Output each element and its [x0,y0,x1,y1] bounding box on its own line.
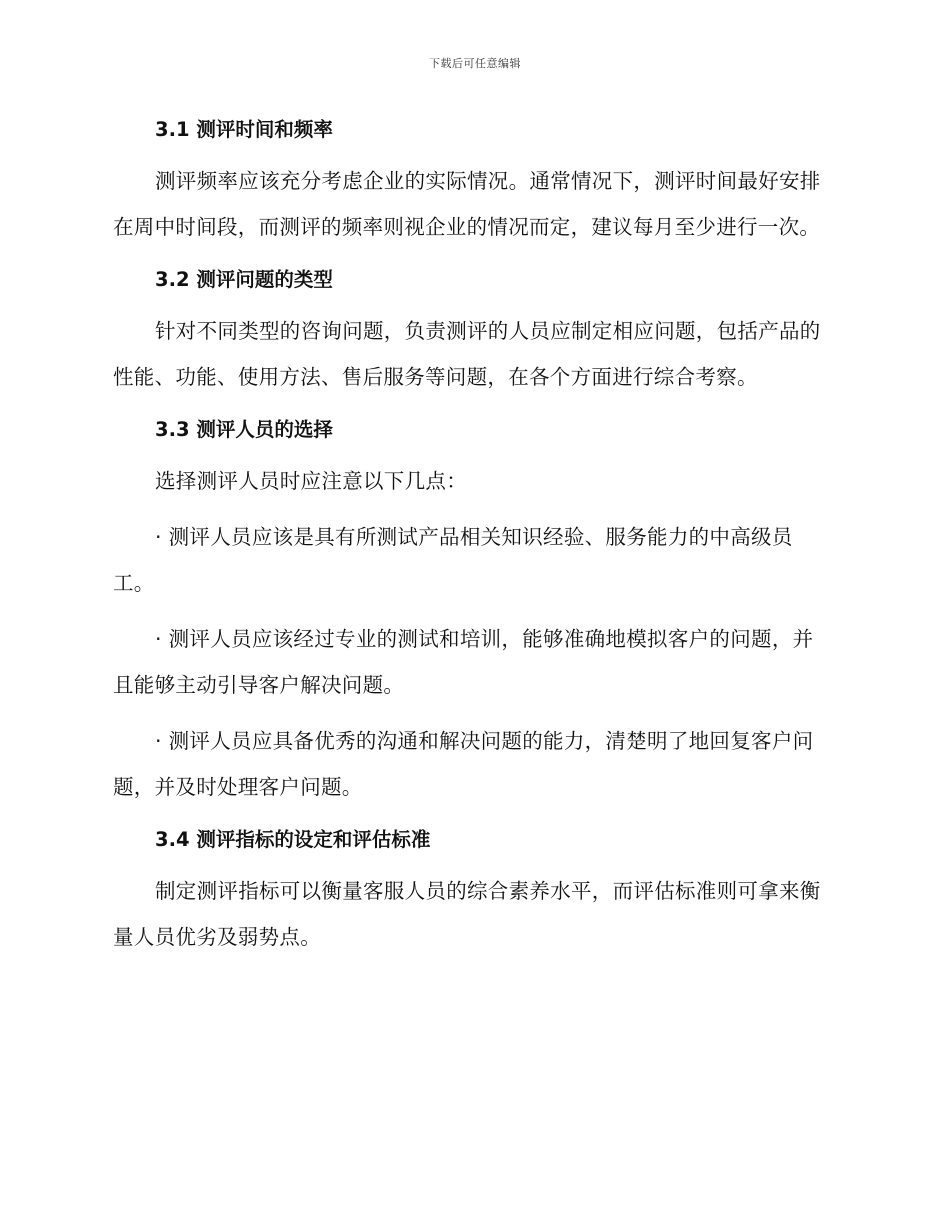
section-3-2-paragraph: 针对不同类型的咨询问题，负责测评的人员应制定相应问题，包括产品的性能、功能、使用方法、售后服务等问题，在各个方面进行综合考察。 [113,319,821,389]
section-3-3-bullet-1: · 测评人员应该是具有所测试产品相关知识经验、服务能力的中高级员工。 [113,525,793,595]
document-body [113,108,833,960]
section-3-3-bullet-3: · 测评人员应具备优秀的沟通和解决问题的能力，清楚明了地回复客户问题，并及时处理客户问题。 [113,729,814,799]
section-3-3-intro: 选择测评人员时应注意以下几点： [155,469,467,493]
section-3-4-paragraph: 制定测评指标可以衡量客服人员的综合素养水平，而评估标准则可拿来衡量人员优劣及弱势点。 [113,879,821,949]
section-heading-3-4: 3.4 测评指标的设定和评估标准 [155,828,431,851]
section-heading-3-2: 3.2 测评问题的类型 [155,268,333,291]
section-3-1-paragraph: 测评频率应该充分考虑企业的实际情况。通常情况下，测评时间最好安排在周中时间段，而测评的频率则视企业的情况而定，建议每月至少进行一次。 [113,169,821,239]
header-note: 下载后可任意编辑 [429,57,521,70]
section-heading-3-3: 3.3 测评人员的选择 [155,418,333,441]
section-heading-3-1: 3.1 测评时间和频率 [155,118,333,141]
section-3-3-bullet-2: · 测评人员应该经过专业的测试和培训，能够准确地模拟客户的问题，并且能够主动引导客户解决问题。 [113,627,814,697]
